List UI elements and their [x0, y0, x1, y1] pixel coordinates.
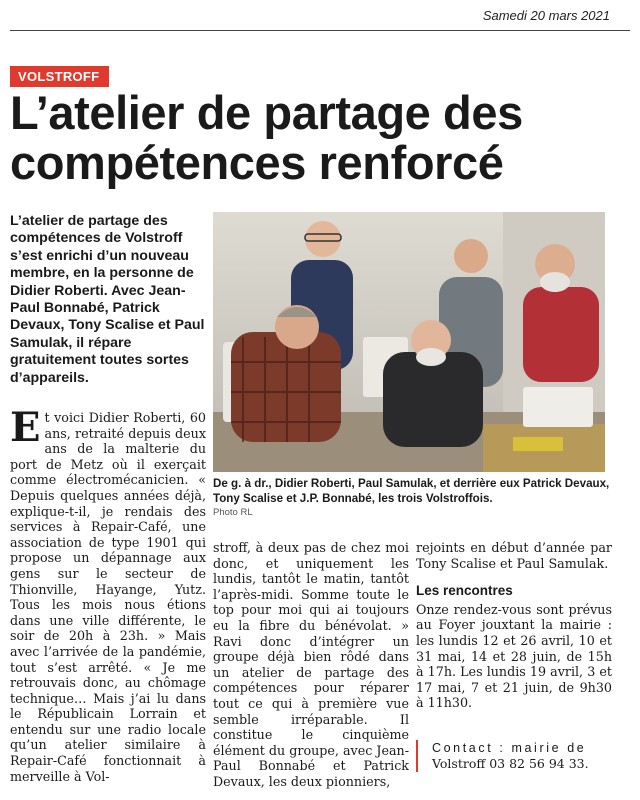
issue-date: Samedi 20 mars 2021: [482, 8, 610, 23]
body-column-2: [213, 540, 409, 790]
title-line-1: L’atelier de partage des: [10, 86, 523, 139]
location-tag: VOLSTROFF: [10, 66, 109, 87]
header-rule: [10, 30, 630, 31]
contact-label: Contact : mairie de: [432, 741, 587, 755]
drop-cap: E: [10, 404, 41, 451]
body-text-3: rejoints en début d’année par Tony Scalise et Paul Samulak.: [416, 540, 612, 571]
body-column-1: [10, 404, 206, 784]
photo-illustration: [213, 212, 605, 472]
contact-value: Volstroff 03 82 56 94 33.: [432, 756, 589, 771]
title-line-2: compétences renforcé: [10, 136, 504, 189]
contact-box: [416, 740, 628, 772]
photo-caption: De g. à dr., Didier Roberti, Paul Samulak, et derrière eux Patrick Devaux, Tony Scalise et J.P. Bonnabé, les trois Volstroffois.: [213, 477, 610, 505]
body-text-4: Onze rendez-vous sont prévus au Foyer jouxtant la mairie : les lundis 12 et 26 avril, 10 et 31 mai, 14 et 28 juin, de 15h à 17h. Les lundis 19 avril, 3 et 17 mai, 7 et 21 juin, de 9h30 à 11h30.: [416, 601, 612, 711]
article-photo: [213, 212, 605, 472]
photo-credit: Photo RL: [213, 507, 253, 518]
article-title: [10, 88, 630, 188]
body-text-1: t voici Didier Roberti, 60 ans, retraité depuis deux ans de la malterie du port de Metz où il exerçait comme électromécanicien. « Depuis quelques années déjà, explique-t-il, je rendais des services à Repair-Café, une association de type 1901 qui propose un dépannage aux gens sur le secteur de Thionville, Hayange, Yutz. Tous les mois nous étions dans une ville différente, le soir de 20h à 23h. » Mais avec l’arrivée de la pandémie, tout s’est arrêté. « Je me retrouvais donc, au chômage technique… Mais j’ai lu dans le Républicain Lorrain et entendu sur une radio locale qu’un atelier similaire à Repair-Café fonctionnait à merveille à Vol-: [10, 410, 206, 784]
body-text-2: stroff, à deux pas de chez moi donc, et uniquement les lundis, tantôt le matin, tantôt l’après-midi. Somme toute le top pour moi qui ai toujours eu la fibre du bénévolat. » Ravi donc d’intégrer un groupe déjà bien rôdé dans un atelier de partage des compétences pour réparer tout ce qui à première vue semble irréparable. Il constitue le cinquième élément du groupe, avec Jean-Paul Bonnabé et Patrick Devaux, les deux pionniers,: [213, 540, 409, 789]
section-subhead: Les rencontres: [416, 583, 513, 599]
body-column-3: [416, 540, 612, 711]
article-lead: L’atelier de partage des compétences de Volstroff s’est enrichi d’un nouveau membre, en la personne de Didier Roberti. Avec Jean-Paul Bonnabé, Patrick Devaux, Tony Scalise et Paul Samulak, il répare gratuitement toutes sortes d’appareils.: [10, 213, 205, 386]
